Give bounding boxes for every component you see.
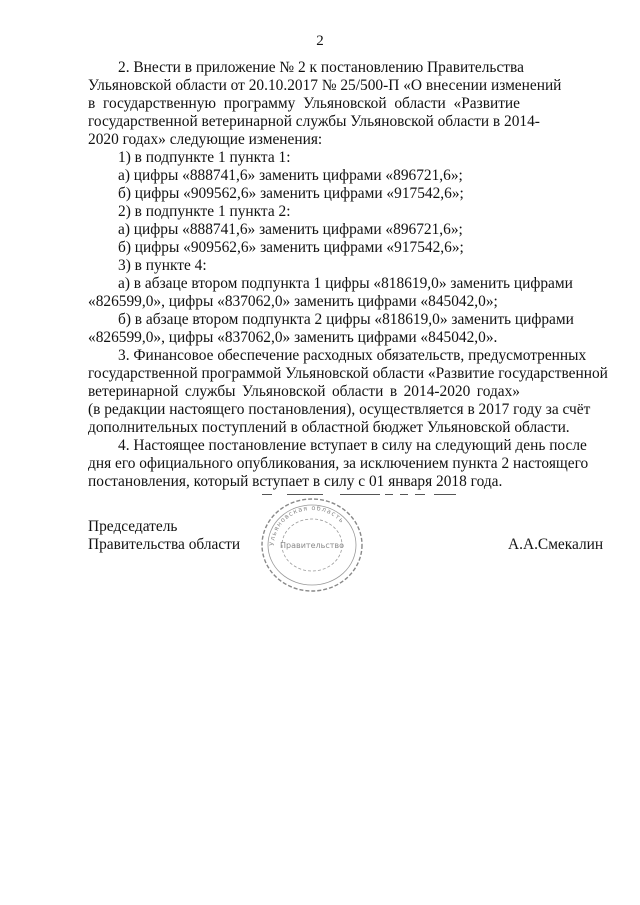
subitem-1a: а) цифры «888741,6» заменить цифрами «896721,6»; (118, 167, 463, 184)
subitem-3-heading: 3) в пункте 4: (118, 257, 207, 274)
paragraph-3-line-2: государственной программой Ульяновской области «Развитие государственной (88, 365, 608, 382)
paragraph-3-line-4: (в редакции настоящего постановления), осуществляется в 2017 году за счёт (88, 401, 591, 418)
separator-dash (400, 494, 408, 495)
paragraph-4-line-1: 4. Настоящее постановление вступает в силу на следующий день после (118, 437, 587, 454)
subitem-3a-line-2: «826599,0», цифры «837062,0» заменить цифрами «845042,0»; (88, 293, 498, 310)
paragraph-3-line-3: ветеринарной службы Ульяновской области в 2014-2020 годах» (88, 383, 520, 400)
paragraph-4-line-3: постановления, который вступает в силу с 01 января 2018 года. (88, 473, 503, 490)
paragraph-2-line-5: 2020 годах» следующие изменения: (88, 131, 323, 148)
paragraph-3-line-5: дополнительных поступлений в областной бюджет Ульяновской области. (88, 419, 570, 436)
subitem-3b-line-2: «826599,0», цифры «837062,0» заменить цифрами «845042,0». (88, 329, 498, 346)
separator-dash (340, 494, 380, 495)
svg-text:Ульяновская область (268, 504, 346, 546)
page-number: 2 (316, 33, 324, 49)
subitem-2a: а) цифры «888741,6» заменить цифрами «896721,6»; (118, 221, 463, 238)
separator-dash (385, 494, 393, 495)
subitem-3b-line-1: б) в абзаце втором подпункта 2 цифры «818619,0» заменить цифрами (118, 311, 574, 328)
signatory-title-line-2: Правительства области (88, 536, 241, 553)
paragraph-2-line-2: Ульяновской области от 20.10.2017 № 25/500-П «О внесении изменений (88, 77, 562, 94)
separator-dash (434, 494, 456, 495)
paragraph-4-line-2: дня его официального опубликования, за исключением пункта 2 настоящего (88, 455, 589, 472)
paragraph-2-line-4: государственной ветеринарной службы Ульяновской области в 2014- (88, 113, 540, 130)
separator-dash (262, 494, 272, 495)
subitem-2b: б) цифры «909562,6» заменить цифрами «917542,6»; (118, 239, 464, 256)
stamp-ring-text: Ульяновская область (267, 503, 347, 547)
paragraph-2-line-3: в государственную программу Ульяновской области «Развитие (88, 95, 520, 112)
stamp-center-text: Правительство (280, 541, 344, 550)
signatory-title-line-1: Председатель (88, 518, 178, 535)
subitem-2-heading: 2) в подпункте 1 пункта 2: (118, 203, 291, 220)
subitem-1b: б) цифры «909562,6» заменить цифрами «917542,6»; (118, 185, 464, 202)
separator-dash (415, 494, 425, 495)
subitem-3a-line-1: а) в абзаце втором подпункта 1 цифры «818619,0» заменить цифрами (118, 275, 573, 292)
paragraph-2-line-1: 2. Внести в приложение № 2 к постановлению Правительства (118, 59, 524, 76)
subitem-1-heading: 1) в подпункте 1 пункта 1: (118, 149, 291, 166)
official-seal-stamp (258, 496, 366, 594)
separator-dash (287, 494, 323, 495)
signatory-name: А.А.Смекалин (508, 536, 604, 553)
paragraph-3-line-1: 3. Финансовое обеспечение расходных обязательств, предусмотренных (118, 347, 587, 364)
